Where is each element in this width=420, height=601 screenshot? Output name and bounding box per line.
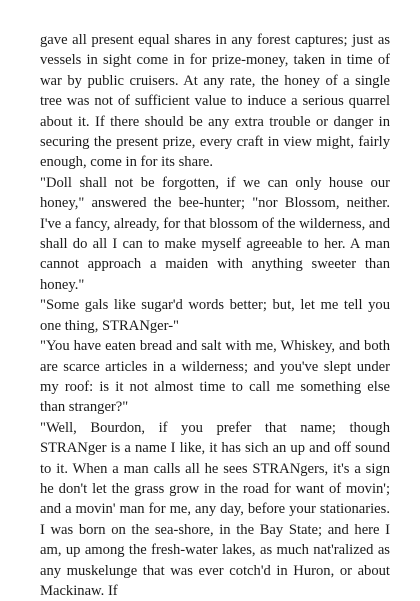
book-page (40, 30, 390, 599)
paragraph: gave all present equal shares in any forest captures; just as vessels in sight come in for prize-money, taken in time of war by public cruisers. At any rate, the honey of a single tree was not of sufficient value to induce a serious quarrel about it. If there should be any extra trouble or danger in securing the present prize, every craft in view might, fairly enough, come in for its share. (40, 32, 390, 171)
paragraph: "You have eaten bread and salt with me, Whiskey, and both are scarce articles in a wilderness; and you've slept under my roof: is it not almost time to call me something else than stranger?" (40, 338, 390, 416)
paragraph: "Well, Bourdon, if you prefer that name; though STRANger is a name I like, it has sich an up and off sound to it. When a man calls all he sees STRANgers, it's a sign he don't let the grass grow in the road for want of movin'; and a movin' man for me, any day, before your stationaries. I was born on the sea-shore, in the Bay State; and here I am, up among the fresh-water lakes, as much nat'ralized as any muskelunge that was ever cotch'd in Huron, or about Mackinaw. If (40, 419, 390, 599)
paragraph: "Some gals like sugar'd words better; but, let me tell you one thing, STRANger-" (40, 297, 390, 334)
paragraph: "Doll shall not be forgotten, if we can only house our honey," answered the bee-hunter; "nor Blossom, neither. I've a fancy, already, for that blossom of the wilderness, and shall do all I can to make myself agreeable to her. A man cannot approach a maiden with anything sweeter than honey." (40, 174, 390, 293)
